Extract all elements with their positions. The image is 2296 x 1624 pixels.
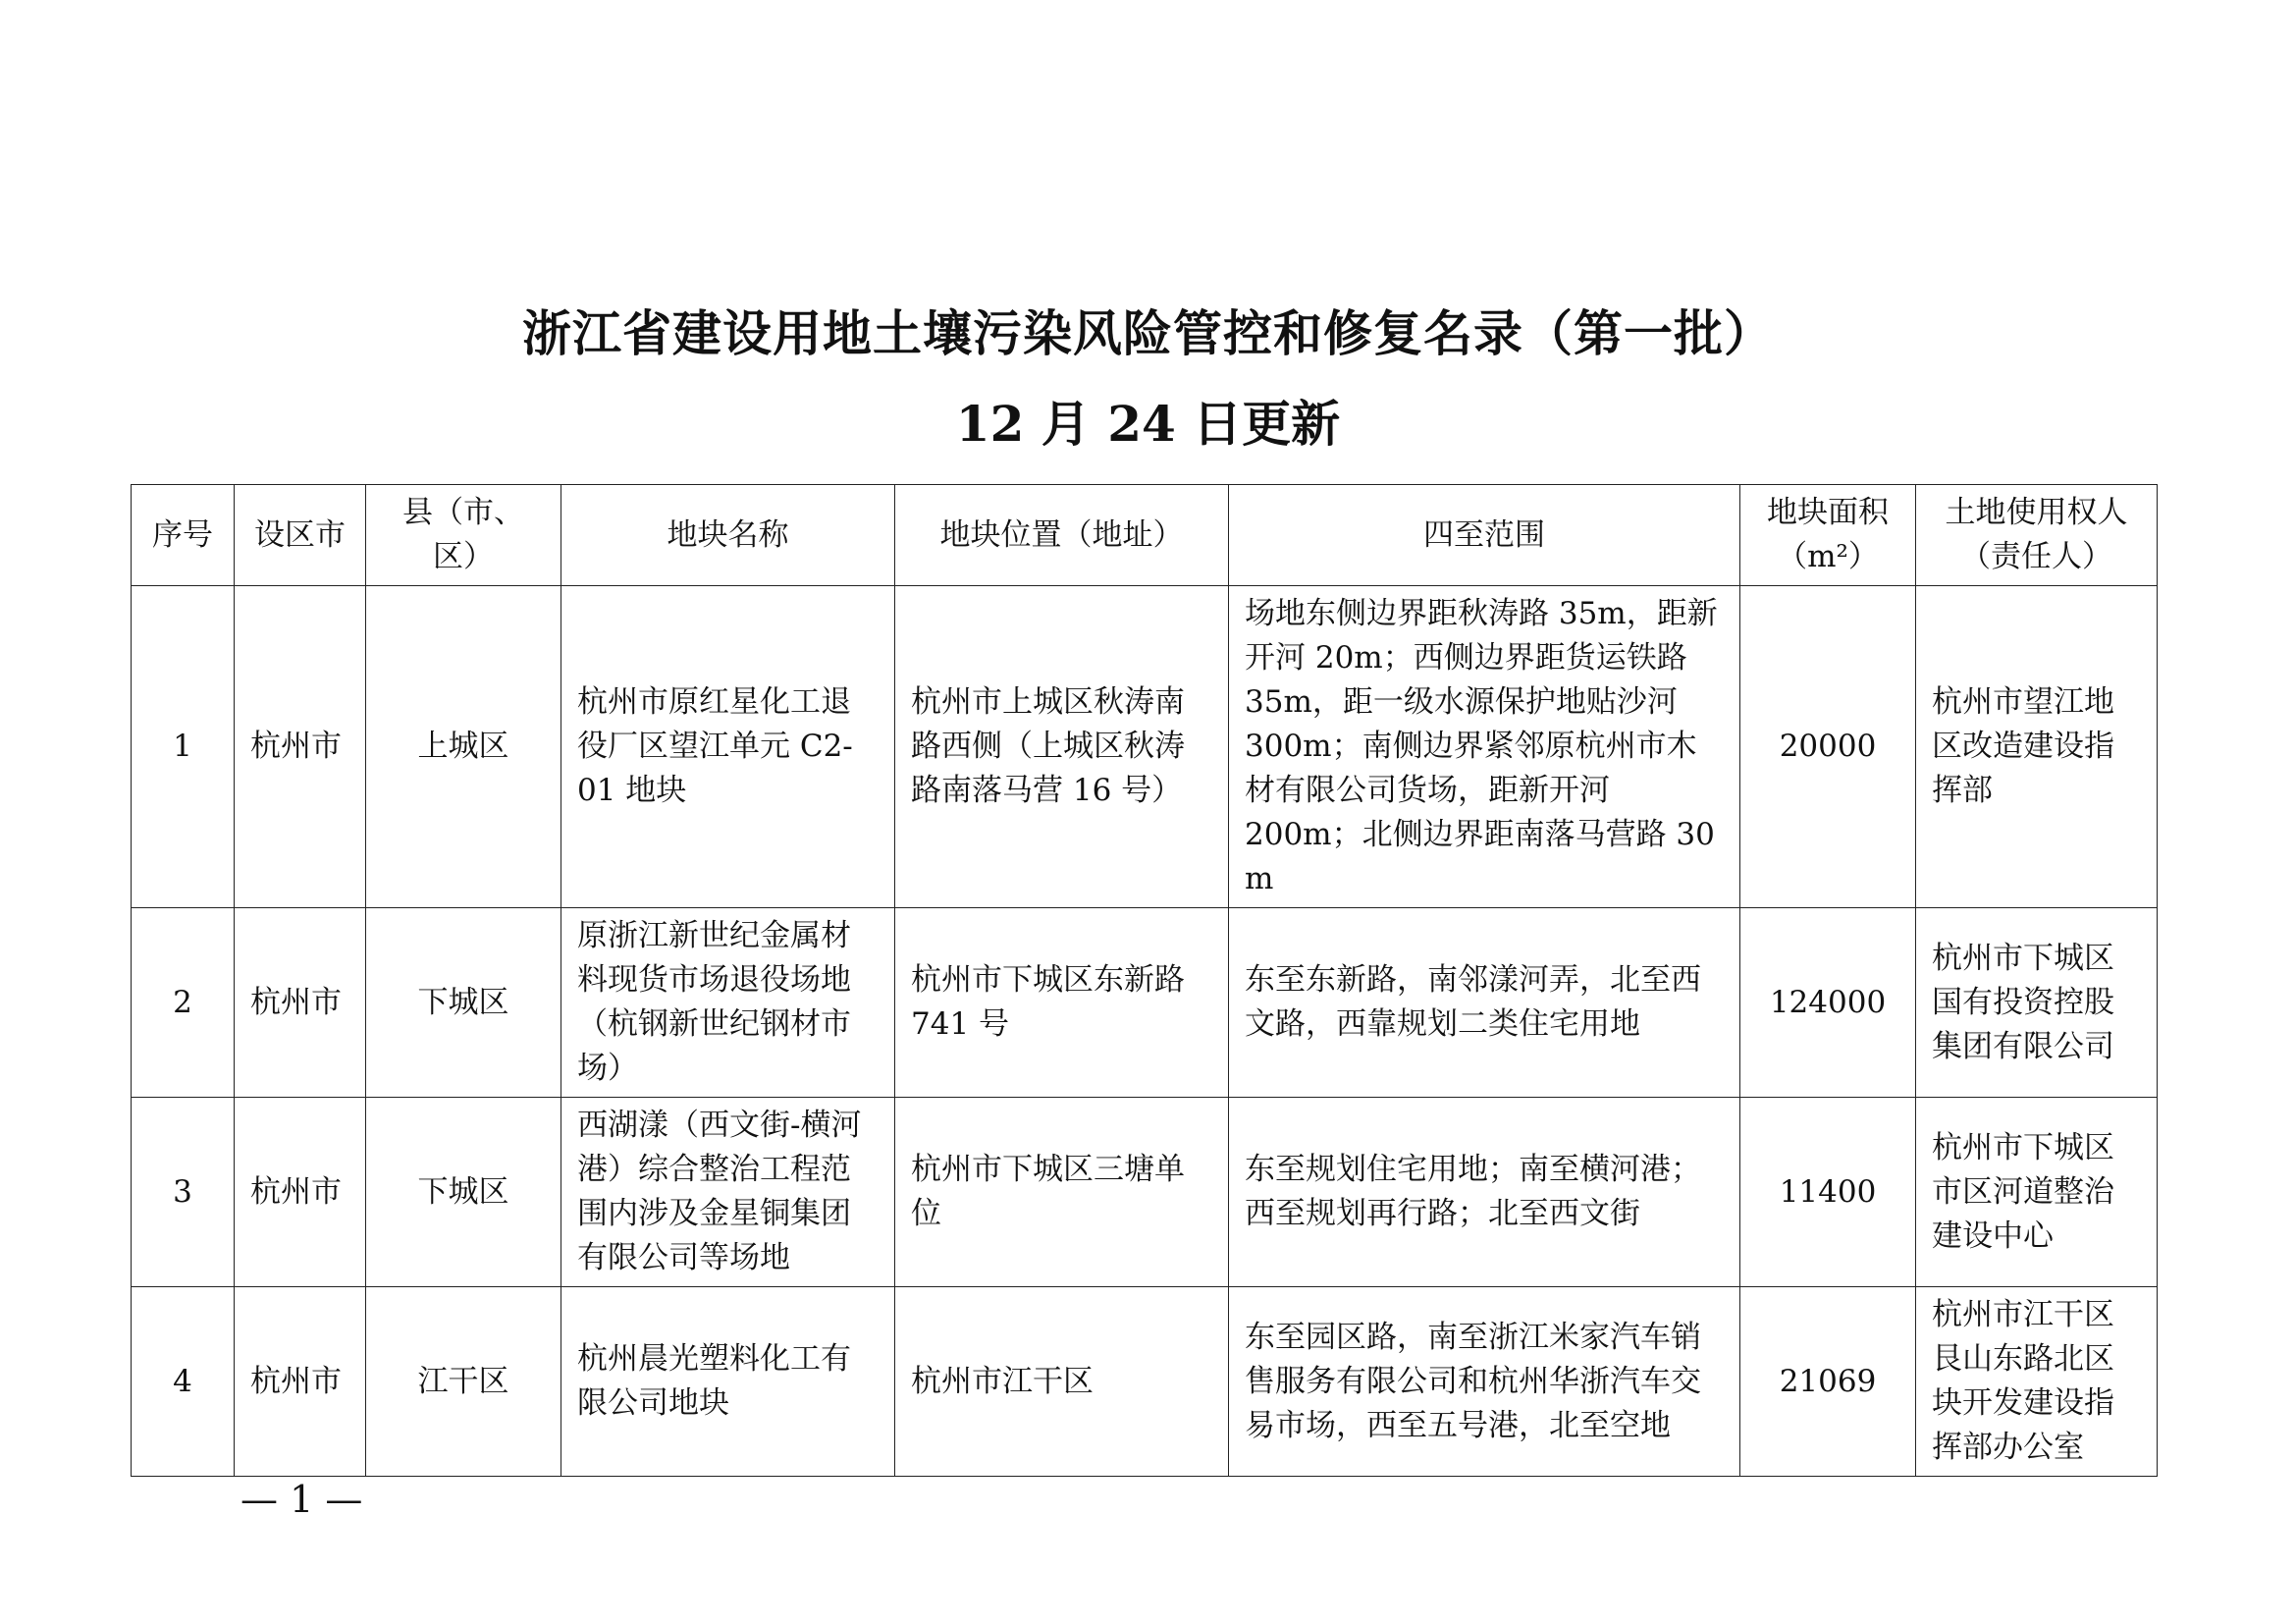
cell-city: 杭州市 [235, 908, 366, 1098]
cell-location: 杭州市上城区秋涛南路西侧（上城区秋涛路南落马营 16 号） [895, 586, 1229, 908]
cell-area: 21069 [1740, 1287, 1916, 1477]
cell-boundaries: 东至规划住宅用地；南至横河港；西至规划再行路；北至西文街 [1229, 1098, 1740, 1287]
cell-seq: 3 [132, 1098, 235, 1287]
cell-plot-name: 杭州晨光塑料化工有限公司地块 [561, 1287, 895, 1477]
document-title: 浙江省建设用地土壤污染风险管控和修复名录（第一批） [522, 304, 1774, 362]
cell-city: 杭州市 [235, 586, 366, 908]
cell-area: 11400 [1740, 1098, 1916, 1287]
page-number: — 1 — [240, 1478, 363, 1521]
cell-location: 杭州市江干区 [895, 1287, 1229, 1477]
cell-city: 杭州市 [235, 1098, 366, 1287]
cell-boundaries: 东至园区路，南至浙江米家汽车销售服务有限公司和杭州华浙汽车交易市场，西至五号港，北至空地 [1229, 1287, 1740, 1477]
table-row [132, 1287, 2158, 1477]
cell-seq: 1 [132, 586, 235, 908]
header-boundaries: 四至范围 [1229, 485, 1740, 586]
cell-location: 杭州市下城区东新路 741 号 [895, 908, 1229, 1098]
cell-owner: 杭州市江干区艮山东路北区块开发建设指挥部办公室 [1916, 1287, 2158, 1477]
header-location: 地块位置（地址） [895, 485, 1229, 586]
cell-city: 杭州市 [235, 1287, 366, 1477]
header-plot-name: 地块名称 [561, 485, 895, 586]
cell-boundaries: 场地东侧边界距秋涛路 35m，距新开河 20m；西侧边界距货运铁路 35m，距一级水源保护地贴沙河 300m；南侧边界紧邻原杭州市木材有限公司货场，距新开河 200m；北侧边界距南落马营路 30 m [1229, 586, 1740, 908]
table-header-row [132, 485, 2158, 586]
header-owner: 土地使用权人（责任人） [1916, 485, 2158, 586]
cell-owner: 杭州市下城区国有投资控股集团有限公司 [1916, 908, 2158, 1098]
table-row [132, 586, 2158, 908]
cell-county: 下城区 [366, 908, 561, 1098]
cell-plot-name: 杭州市原红星化工退役厂区望江单元 C2-01 地块 [561, 586, 895, 908]
cell-seq: 4 [132, 1287, 235, 1477]
cell-owner: 杭州市望江地区改造建设指挥部 [1916, 586, 2158, 908]
header-county: 县（市、区） [366, 485, 561, 586]
table-row [132, 1098, 2158, 1287]
cell-seq: 2 [132, 908, 235, 1098]
cell-boundaries: 东至东新路，南邻漾河弄，北至西文路，西靠规划二类住宅用地 [1229, 908, 1740, 1098]
cell-plot-name: 原浙江新世纪金属材料现货市场退役场地（杭钢新世纪钢材市场） [561, 908, 895, 1098]
cell-county: 江干区 [366, 1287, 561, 1477]
header-area: 地块面积（m²） [1740, 485, 1916, 586]
cell-owner: 杭州市下城区市区河道整治建设中心 [1916, 1098, 2158, 1287]
cell-location: 杭州市下城区三塘单位 [895, 1098, 1229, 1287]
document-subtitle: 12 月 24 日更新 [955, 395, 1341, 453]
cell-area: 20000 [1740, 586, 1916, 908]
header-seq: 序号 [132, 485, 235, 586]
table-row [132, 908, 2158, 1098]
cell-county: 上城区 [366, 586, 561, 908]
cell-plot-name: 西湖漾（西文街-横河港）综合整治工程范围内涉及金星铜集团有限公司等场地 [561, 1098, 895, 1287]
cell-county: 下城区 [366, 1098, 561, 1287]
header-city: 设区市 [235, 485, 366, 586]
registry-table [131, 484, 2158, 1477]
cell-area: 124000 [1740, 908, 1916, 1098]
